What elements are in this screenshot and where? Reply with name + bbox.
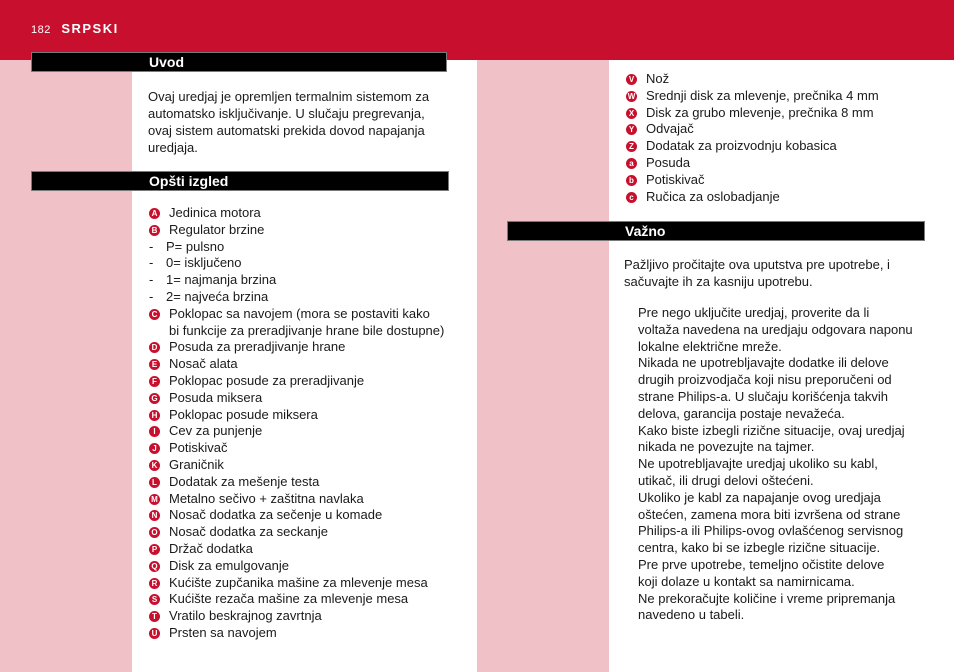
item-text: Nosač dodatka za seckanje [169,524,328,540]
label-badge: O [149,527,160,538]
item-text: Dodatak za proizvodnju kobasica [646,138,837,154]
warning-line: drugih proizvodjača koji nisu preporučeni od [638,372,892,388]
page-number: 182 [31,24,51,36]
item-text: Jedinica motora [169,205,261,220]
label-badge: E [149,359,160,370]
label-badge: B [149,225,160,236]
item-text: Poklopac posude za preradjivanje [169,372,365,388]
warning-line: centra, kako bi se izbegle rizične situacije. [638,540,881,556]
label-badge: W [627,91,636,101]
dash-marker: - [149,288,154,304]
item-text: Poklopac posude miksera [169,406,318,422]
item-text: Vratilo beskrajnog zavrtnja [169,608,322,624]
label-badge: M [149,494,160,505]
item-text: 2= najveća brzina [166,288,269,304]
section-title: Opšti izgled [149,173,229,189]
label-badge: I [149,426,160,437]
language-title: SRPSKI [61,21,119,36]
vazno-intro [624,256,890,290]
text-line: automatsko isključivanje. U slučaju pregrevanja, [148,106,425,121]
section-heading-vazno [507,221,925,241]
item-text: Disk za emulgovanje [169,557,289,573]
warning-line: navedeno u tabeli. [638,607,745,623]
label-badge: R [149,578,160,589]
item-text: Kućište rezača mašine za mlevenje mesa [169,591,409,607]
left-margin-band [0,60,132,672]
warning-line: utikač, ili drugi delovi oštećeni. [638,472,814,488]
label-badge: S [149,594,160,605]
item-text: 0= isključeno [166,255,242,271]
text-line: uredjaja. [148,140,198,155]
label-badge: Y [626,124,637,135]
item-text: Dodatak za mešenje testa [169,473,320,489]
item-text: Nosač dodatka za sečenje u komade [169,507,383,523]
item-text: Srednji disk za mlevenje, prečnika 4 mm [646,87,879,103]
label-badge: A [149,208,160,219]
label-badge: a [626,158,637,169]
item-text: Cev za punjenje [169,423,263,439]
warning-line: Ne prekoračujte količine i vreme pripremanja [638,590,896,606]
item-text: Metalno sečivo + zaštitna navlaka [169,490,364,506]
item-text: bi funkcije za preradjivanje hrane bile dostupne) [169,322,445,338]
warning-line: Pre prve upotrebe, temeljno očistite delove [638,556,885,572]
item-text: Regulator brzine [169,221,265,237]
warning-line: Kako biste izbegli rizične situacije, ovaj uredjaj [638,422,905,438]
right-margin-band [477,60,609,672]
section-title: Važno [625,223,666,239]
text-line: ovaj sistem automatski prekida dovod napajanja [148,123,425,138]
text-line: sačuvajte ih za kasniju upotrebu. [624,274,813,289]
item-text: 1= najmanja brzina [166,272,277,288]
label-badge: H [149,410,160,421]
section-heading-uvod [31,52,447,72]
label-badge: P [149,544,160,555]
section-title: Uvod [149,54,184,70]
item-text: Posuda [646,154,691,170]
dash-marker: - [149,238,154,254]
warning-line: koji dolaze u kontakt sa namirnicama. [638,573,855,589]
warning-line: nikada ne povezujte na tajmer. [638,439,815,455]
label-badge: c [626,192,637,203]
page-header [31,20,119,38]
item-text: Posuda za preradjivanje hrane [169,339,346,355]
item-text: Držač dodatka [169,540,253,556]
item-text: Prsten sa navojem [169,624,277,640]
warning-line: Nikada ne upotrebljavajte dodatke ili delove [638,355,889,371]
item-text: P= pulsno [166,238,225,254]
section-heading-opsti-izgled [31,171,449,191]
label-badge: L [149,477,160,488]
item-text: Graničnik [169,456,224,472]
item-text: Nož [646,71,670,86]
label-badge: D [149,342,160,353]
item-text: Potiskivač [169,440,228,456]
warning-line: Ukoliko je kabl za napajanje ovog uredjaja [638,489,881,505]
warning-line: lokalne električne mreže. [638,338,782,354]
item-text: Kućište zupčanika mašine za mlevenje mesa [169,574,428,590]
item-text: Ručica za oslobadjanje [646,188,780,204]
label-badge: Q [149,561,160,572]
label-badge: C [149,309,160,320]
label-badge: b [626,175,637,186]
warning-line: strane Philips-a. U slučaju korišćenja takvih [638,388,888,404]
item-text: Disk za grubo mlevenje, prečnika 8 mm [646,104,874,120]
item-text: Poklopac sa navojem (mora se postaviti kako [169,305,430,321]
warning-line: delova, garancija postaje nevažeća. [638,405,845,421]
item-text: Odvajač [646,121,694,137]
label-badge: T [149,611,160,622]
label-badge: Z [626,141,637,152]
header-bar [0,0,954,60]
warnings-list [638,305,913,624]
label-badge: V [626,74,637,85]
label-badge: X [626,108,637,119]
label-badge: F [149,376,160,387]
item-text: Potiskivač [646,171,705,187]
label-badge: J [149,443,160,454]
item-text: Posuda miksera [169,389,263,405]
warning-line: voltaža navedena na uredjaju odgovara naponu [638,321,913,337]
text-line: Pažljivo pročitajte ova uputstva pre upotrebe, i [624,257,890,272]
warning-line: oštećen, zamena mora biti izvršena od strane [638,506,901,522]
warning-line: Pre nego uključite uredjaj, proverite da li [638,305,870,320]
label-badge: G [149,393,160,404]
label-badge: K [149,460,160,471]
item-text: Nosač alata [169,356,238,372]
dash-marker: - [149,255,154,271]
text-line: Ovaj uredjaj je opremljen termalnim sistemom za [148,89,430,104]
label-badge: N [149,510,160,521]
dash-marker: - [149,272,154,288]
uvod-paragraph [148,88,429,156]
warning-line: Ne upotrebljavajte uredjaj ukoliko su kabl, [638,456,878,472]
warning-line: Philips-a ili Philips-ovog ovlašćenog servisnog [638,523,904,539]
label-badge: U [149,628,160,639]
